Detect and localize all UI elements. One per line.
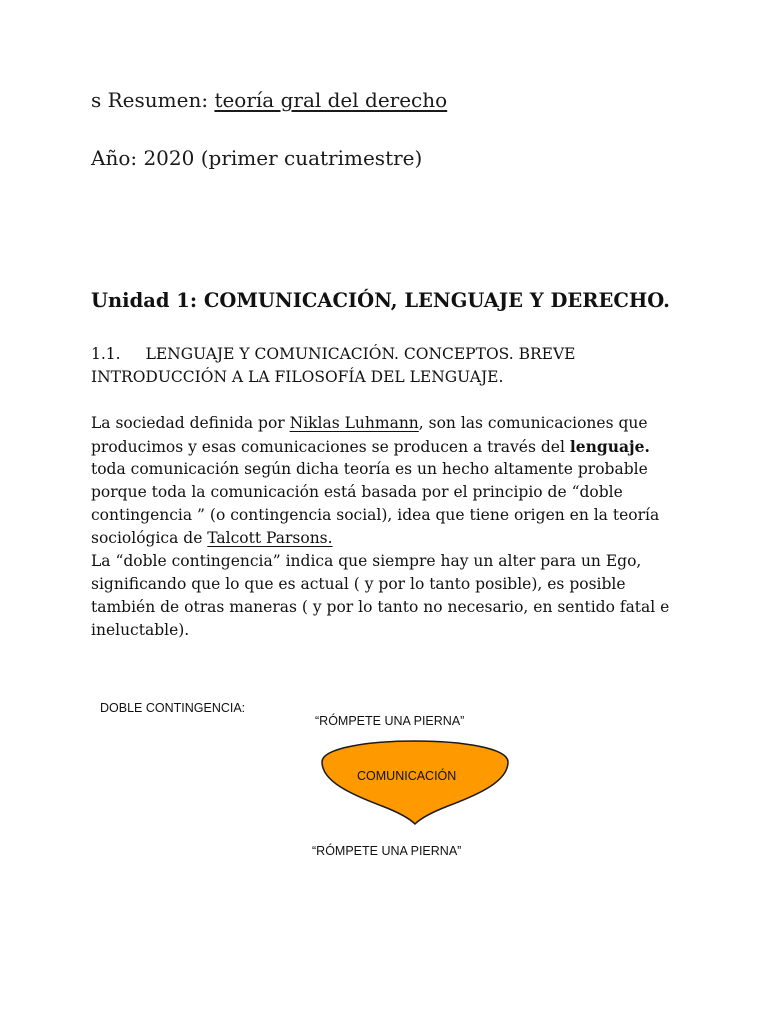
paragraph-line-4: porque toda la comunicación está basada por el principio de “doble bbox=[91, 483, 623, 501]
resumen-subject-link[interactable]: teoría gral del derecho bbox=[214, 88, 448, 112]
paragraph-line-8: significando que lo que es actual ( y por lo tanto posible), es posible bbox=[91, 575, 626, 593]
text-span: La sociedad definida por bbox=[91, 414, 290, 432]
section-heading-line-1 bbox=[91, 343, 575, 366]
section-title-part-1: LENGUAJE Y COMUNICACIÓN. CONCEPTOS. BREVE bbox=[145, 345, 576, 363]
text-span: , son las comunicaciones que bbox=[418, 414, 648, 432]
resumen-prefix: s Resumen: bbox=[91, 88, 215, 112]
paragraph-line-6 bbox=[91, 527, 333, 550]
text-span: sociológica de bbox=[91, 529, 208, 547]
paragraph-line-5: contingencia ” (o contingencia social), idea que tiene origen en la teoría bbox=[91, 506, 660, 524]
year-line: Año: 2020 (primer cuatrimestre) bbox=[91, 146, 423, 170]
lenguaje-bold: lenguaje. bbox=[569, 437, 650, 456]
section-number: 1.1. bbox=[91, 345, 121, 363]
diagram-bottom-label: “RÓMPETE UNA PIERNA” bbox=[312, 844, 462, 858]
paragraph-line-10: ineluctable). bbox=[91, 621, 190, 639]
diagram-title: DOBLE CONTINGENCIA: bbox=[100, 701, 246, 715]
resumen-line bbox=[91, 88, 447, 112]
section-heading-line-2: INTRODUCCIÓN A LA FILOSOFÍA DEL LENGUAJE. bbox=[91, 368, 504, 386]
unit-title: Unidad 1: COMUNICACIÓN, LENGUAJE Y DERECHO. bbox=[91, 289, 670, 312]
paragraph-line-1 bbox=[91, 412, 648, 435]
diagram-center-label: COMUNICACIÓN bbox=[357, 769, 457, 783]
diagram-top-label: “RÓMPETE UNA PIERNA” bbox=[315, 714, 465, 728]
paragraph-line-2 bbox=[91, 435, 650, 459]
paragraph-line-3: toda comunicación según dicha teoría es un hecho altamente probable bbox=[91, 460, 648, 478]
talcott-parsons-link[interactable]: Talcott Parsons. bbox=[207, 529, 333, 547]
paragraph-line-7: La “doble contingencia” indica que siempre hay un alter para un Ego, bbox=[91, 552, 642, 570]
niklas-luhmann-link[interactable]: Niklas Luhmann bbox=[289, 414, 419, 432]
paragraph-line-9: también de otras maneras ( y por lo tanto no necesario, en sentido fatal e bbox=[91, 598, 670, 616]
text-span: producimos y esas comunicaciones se producen a través del bbox=[91, 438, 570, 456]
